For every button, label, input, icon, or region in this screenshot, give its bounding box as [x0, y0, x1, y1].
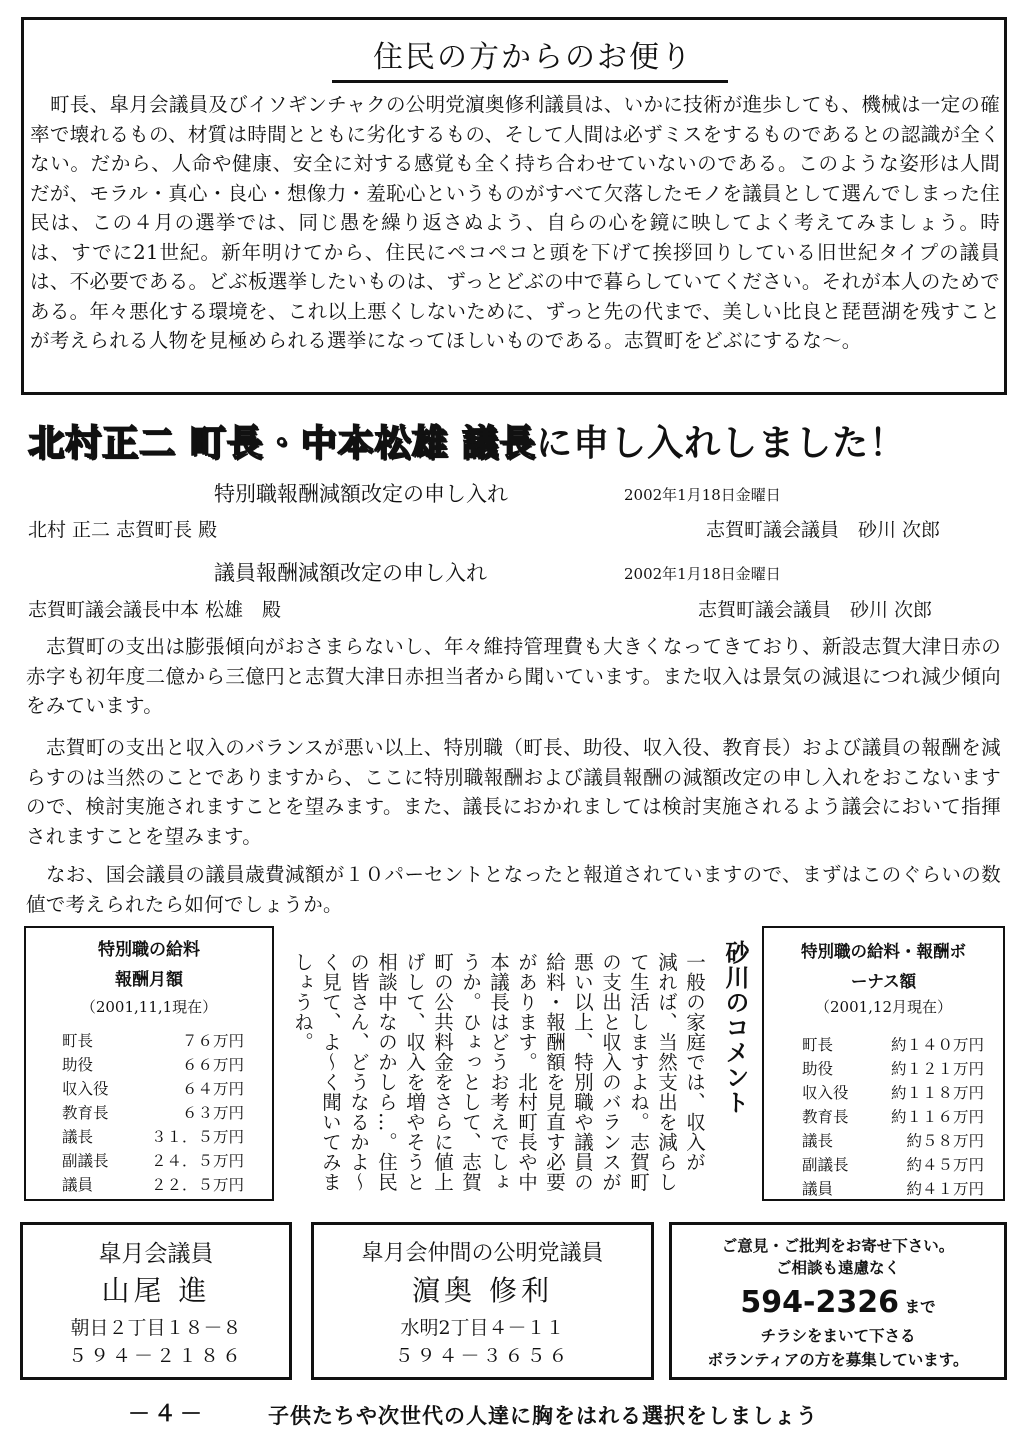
comment-column: 相談中なのかしら…。住民: [375, 952, 398, 1192]
monthly-salary-role: 町長: [62, 1032, 94, 1050]
proposal1-date: 2002年1月18日金曜日: [624, 486, 781, 504]
opinion-line3: チラシをまいて下さる: [760, 1327, 916, 1345]
opinion-phone-suffix: まで: [904, 1298, 936, 1316]
monthly-salary-box: [24, 926, 274, 1201]
bonus-role: 町長: [802, 1036, 834, 1054]
proposal2-addressee: 志賀町議会議長中本 松雄 殿: [28, 599, 282, 621]
monthly-salary-role: 収入役: [62, 1080, 109, 1098]
bonus-row: [802, 1104, 984, 1128]
bonus-role: 助役: [802, 1060, 834, 1078]
comment-column: 給料・報酬額を見直す必要: [543, 952, 566, 1192]
comment-column: の皆さん、どうなるかよ〜: [347, 952, 370, 1192]
bonus-role: 教育長: [802, 1108, 849, 1126]
monthly-salary-row: [62, 1052, 244, 1076]
bonus-amount: 約１４０万円: [890, 1036, 984, 1054]
monthly-salary-row: [62, 1028, 244, 1052]
comment-text: [292, 952, 712, 1212]
proposal1-sender: 志賀町議会議員 砂川 次郎: [706, 519, 941, 541]
bonus-amount: 約５８万円: [906, 1132, 984, 1150]
monthly-salary-amount: ３１．５万円: [150, 1128, 244, 1146]
comment-column: しょうね。: [291, 952, 314, 1052]
monthly-salary-row: [62, 1148, 244, 1172]
monthly-salary-table: [62, 1028, 244, 1196]
contact2-phone: ５９４－３６５６: [394, 1345, 571, 1367]
monthly-salary-role: 議長: [62, 1128, 94, 1146]
bonus-title-2: ーナス額: [850, 972, 917, 991]
contact-box-1: [20, 1222, 292, 1380]
bonus-role: 副議長: [802, 1156, 849, 1174]
headline: [28, 415, 1008, 471]
bonus-role: 議長: [802, 1132, 834, 1150]
monthly-salary-role: 議員: [62, 1176, 94, 1194]
monthly-salary-role: 教育長: [62, 1104, 109, 1122]
comment-column: の支出と収入のバランスが: [599, 952, 622, 1192]
bonus-row: [802, 1032, 984, 1056]
contact1-phone: ５９４－２１８６: [67, 1345, 244, 1367]
letter-box: [21, 17, 1007, 395]
monthly-salary-role: 助役: [62, 1056, 94, 1074]
bonus-row: [802, 1152, 984, 1176]
bonus-title-1: 特別職の給料・報酬ボ: [801, 942, 966, 961]
monthly-salary-row: [62, 1100, 244, 1124]
comment-block: [282, 930, 752, 1205]
contact2-label: 皐月会仲間の公明党議員: [361, 1241, 604, 1266]
page-number: －４－: [128, 1402, 207, 1427]
comment-column: 悪い以上、特別職や議員の: [571, 952, 594, 1192]
bonus-row: [802, 1056, 984, 1080]
proposal2-date: 2002年1月18日金曜日: [624, 565, 781, 583]
opinion-line2: ご相談も遠慮なく: [775, 1259, 900, 1277]
letter-title: 住民の方からのお便り: [373, 40, 693, 75]
comment-column: うか。ひょっとして、志賀: [459, 952, 482, 1192]
monthly-salary-amount: ６３万円: [181, 1104, 244, 1122]
comment-column: 本議長はどうお考えでしょ: [487, 952, 510, 1192]
monthly-salary-amount: ６４万円: [181, 1080, 244, 1098]
comment-column: げして、収入を増やそうと: [403, 952, 426, 1192]
opinion-phone-line: [672, 1283, 1004, 1327]
comment-column: く見て、よ〜く聞いてみま: [319, 952, 342, 1192]
monthly-salary-amount: ２２．５万円: [150, 1176, 244, 1194]
contact1-address: 朝日２丁目１８－８: [70, 1317, 242, 1339]
comment-column: 町の公共料金をさらに値上: [431, 952, 454, 1192]
monthly-salary-row: [62, 1124, 244, 1148]
contact2-address: 水明2丁目４－１１: [400, 1317, 565, 1339]
comment-column: があります。北村町長や中: [515, 952, 538, 1192]
contact-box-2: [311, 1222, 654, 1380]
proposal1-addressee: 北村 正二 志賀町長 殿: [28, 519, 218, 541]
bonus-role: 議員: [802, 1180, 834, 1198]
comment-column: て生活しますよね。志賀町: [627, 952, 650, 1192]
monthly-salary-row: [62, 1172, 244, 1196]
comment-column: 減れば、当然支出を減らし: [655, 952, 678, 1192]
monthly-salary-title-1: 特別職の給料: [98, 940, 200, 960]
bonus-row: [802, 1128, 984, 1152]
contact2-name: 濵奥 修利: [412, 1274, 553, 1307]
bonus-as-of: （2001,12月現在）: [814, 998, 953, 1016]
bonus-box: [762, 926, 1005, 1201]
monthly-salary-amount: ７６万円: [181, 1032, 244, 1050]
opinion-box: [669, 1222, 1007, 1380]
monthly-salary-title-2: 報酬月額: [115, 970, 183, 990]
bonus-amount: 約１２１万円: [890, 1060, 984, 1078]
monthly-salary-amount: ２４．５万円: [150, 1152, 244, 1170]
contact1-name: 山尾 進: [101, 1274, 211, 1307]
bonus-amount: 約４１万円: [906, 1180, 984, 1198]
body-paragraph-3: なお、国会議員の議員歳費減額が１０パーセントとなったと報道されていますので、まずはこのぐらいの数値で考えられたら如何でしょうか。: [26, 863, 1001, 916]
contact1-label: 皐月会議員: [98, 1241, 214, 1267]
footer-slogan: 子供たちや次世代の人達に胸をはれる選択をしましょう: [268, 1404, 818, 1428]
body-paragraph-2: 志賀町の支出と収入のバランスが悪い以上、特別職（町長、助役、収入役、教育長）および議員の報酬を減らすのは当然のことでありますから、ここに特別職報酬および議員報酬の減額改定の申し入れをおこないますので、検討実施されますことを望みます。また、議長におかれましては検討実施されるよう議会において指揮されますことを望みます。: [26, 736, 1001, 848]
letter-title-underline: [332, 80, 728, 83]
bonus-role: 収入役: [802, 1084, 849, 1102]
bonus-amount: 約１１６万円: [890, 1108, 984, 1126]
comment-column: 一般の家庭では、収入が: [683, 952, 706, 1172]
headline-action: に申し入れしました！: [536, 423, 907, 464]
monthly-salary-row: [62, 1076, 244, 1100]
bonus-table: [802, 1032, 984, 1200]
body-paragraph-1: 志賀町の支出は膨張傾向がおさまらないし、年々維持管理費も大きくなってきており、新設志賀大津日赤の赤字も初年度二億から三億円と志賀大津日赤担当者から聞いています。また収入は景気の減退につれ減少傾向をみています。: [26, 635, 1001, 717]
letter-body: 町長、皐月会議員及びイソギンチャクの公明党濵奥修利議員は、いかに技術が進歩しても、機械は一定の確率で壊れるもの、材質は時間とともに劣化するもの、そして人間は必ずミスをするものであるとの認識が全くない。だから、人命や健康、安全に対する感覚も全く持ち合わせていないのである。このような姿形は人間だが、モラル・真心・良心・想像力・羞恥心というものがすべて欠落したモノを議員として選んでしまった住民は、この４月の選挙では、同じ愚を繰り返さぬよう、自らの心を鏡に映してよく考えてみましょう。時は、すでに21世紀。新年明けてから、住民にペコペコと頭を下げて挨拶回りしている旧世紀タイプの議員は、不必要である。どぶ板選挙したいものは、ずっとどぶの中で暮らしていてください。それが本人のためである。年々悪化する環境を、これ以上悪くしないために、ずっと先の代まで、美しい比良と琵琶湖を残すことが考えられる人物を見極められる選挙になってほしいものである。志賀町をどぶにするな〜。: [30, 93, 1000, 352]
bonus-amount: 約１１８万円: [890, 1084, 984, 1102]
opinion-phone: 594-2326: [740, 1285, 899, 1320]
monthly-salary-role: 副議長: [62, 1152, 109, 1170]
opinion-line4: ボランティアの方を募集しています。: [707, 1351, 969, 1369]
proposal2-sender: 志賀町議会議員 砂川 次郎: [698, 599, 933, 621]
proposal1-title: 特別職報酬減額改定の申し入れ: [214, 482, 508, 506]
comment-title: 砂川のコメント: [721, 940, 749, 1115]
headline-names: 北村正二 町長・中本松雄 議長: [28, 423, 537, 464]
monthly-salary-amount: ６６万円: [181, 1056, 244, 1074]
bonus-row: [802, 1080, 984, 1104]
bonus-amount: 約４５万円: [906, 1156, 984, 1174]
opinion-line1: ご意見・ご批判をお寄せ下さい。: [721, 1237, 955, 1255]
proposal2-title: 議員報酬減額改定の申し入れ: [214, 561, 487, 585]
monthly-salary-as-of: （2001,11,1現在）: [80, 998, 218, 1016]
bonus-row: [802, 1176, 984, 1200]
